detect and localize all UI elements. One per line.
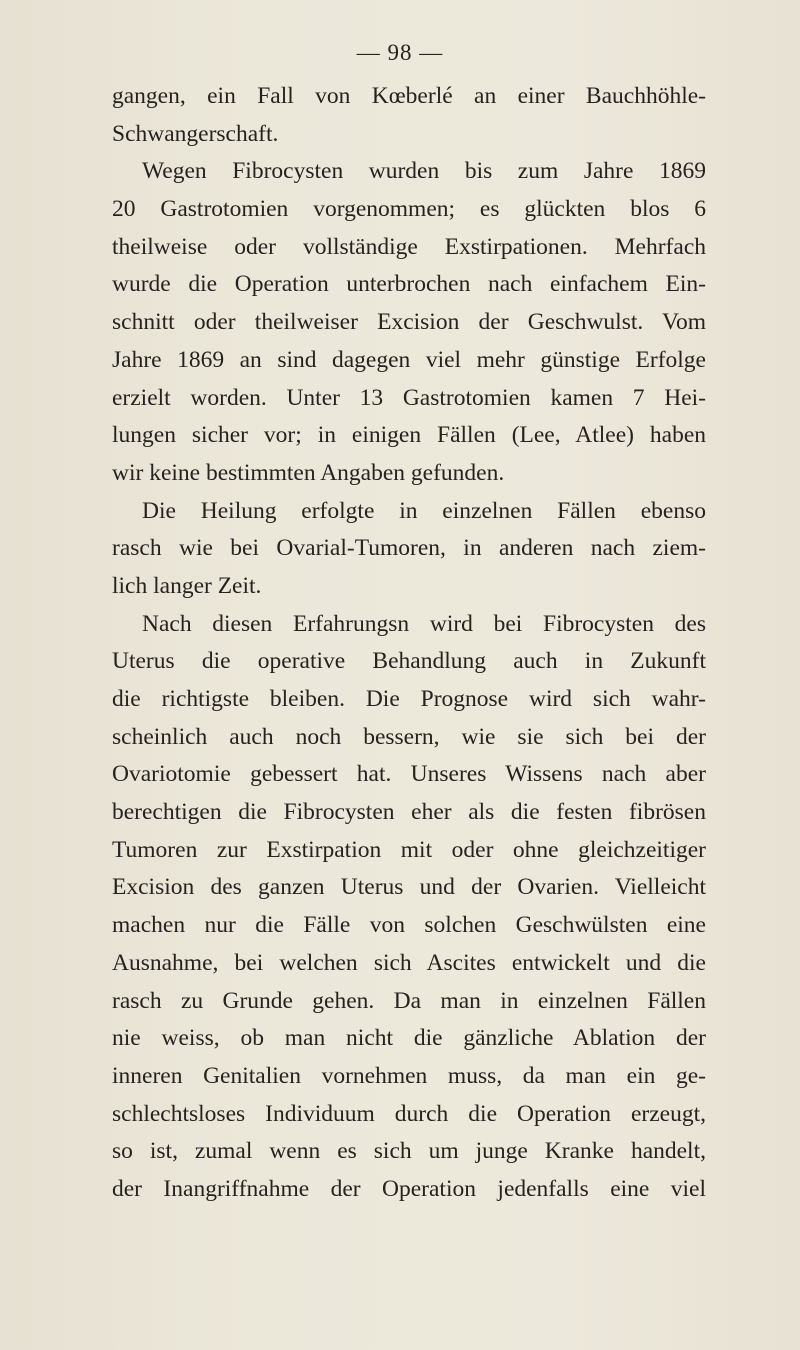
- text-line: rasch wie bei Ovarial-Tumoren, in anderen nach ziem-: [112, 535, 706, 562]
- text-line: Jahre 1869 an sind dagegen viel mehr günstige Erfolge: [112, 346, 706, 373]
- text-line: rasch zu Grunde gehen. Da man in einzelnen Fällen: [112, 987, 706, 1014]
- text-line: Nach diesen Erfahrungsn wird bei Fibrocysten des: [142, 610, 706, 637]
- text-line: so ist, zumal wenn es sich um junge Kranke handelt,: [112, 1138, 706, 1165]
- text-line: Schwangerschaft.: [112, 120, 279, 147]
- text-line: der Inangriffnahme der Operation jedenfalls eine viel: [112, 1175, 706, 1202]
- text-line: Ausnahme, bei welchen sich Ascites entwickelt und die: [112, 949, 706, 976]
- text-line: machen nur die Fälle von solchen Geschwülsten eine: [112, 912, 706, 939]
- text-line: Wegen Fibrocysten wurden bis zum Jahre 1869: [142, 158, 706, 185]
- text-line: schnitt oder theilweiser Excision der Geschwulst. Vom: [112, 309, 706, 336]
- text-line: inneren Genitalien vornehmen muss, da man ein ge-: [112, 1062, 706, 1089]
- text-line: lich langer Zeit.: [112, 572, 262, 599]
- text-line: theilweise oder vollständige Exstirpationen. Mehrfach: [112, 233, 706, 260]
- text-line: schlechtsloses Individuum durch die Operation erzeugt,: [112, 1100, 706, 1127]
- text-line: lungen sicher vor; in einigen Fällen (Lee, Atlee) haben: [112, 422, 706, 449]
- text-line: erzielt worden. Unter 13 Gastrotomien kamen 7 Hei-: [112, 384, 706, 411]
- text-line: Ovariotomie gebessert hat. Unseres Wissens nach aber: [112, 761, 706, 788]
- text-line: wurde die Operation unterbrochen nach einfachem Ein-: [112, 271, 706, 298]
- text-line: 20 Gastrotomien vorgenommen; es glückten blos 6: [112, 196, 706, 223]
- text-line: berechtigen die Fibrocysten eher als die festen fibrösen: [112, 799, 706, 826]
- text-line: wir keine bestimmten Angaben gefunden.: [112, 459, 505, 486]
- text-line: scheinlich auch noch bessern, wie sie sich bei der: [112, 723, 706, 750]
- text-line: die richtigste bleiben. Die Prognose wird sich wahr-: [112, 686, 706, 712]
- text-line: Die Heilung erfolgte in einzelnen Fällen ebenso: [142, 497, 706, 524]
- text-line: gangen, ein Fall von Kœberlé an einer Bauchhöhle-: [112, 83, 706, 109]
- body-text: [112, 78, 706, 1209]
- text-line: Tumoren zur Exstirpation mit oder ohne gleichzeitiger: [112, 836, 706, 863]
- text-line: nie weiss, ob man nicht die gänzliche Ablation der: [112, 1025, 706, 1052]
- text-line: Uterus die operative Behandlung auch in Zukunft: [112, 648, 706, 675]
- page-number: — 98 —: [356, 40, 444, 65]
- text-line: Excision des ganzen Uterus und der Ovarien. Vielleicht: [112, 874, 706, 901]
